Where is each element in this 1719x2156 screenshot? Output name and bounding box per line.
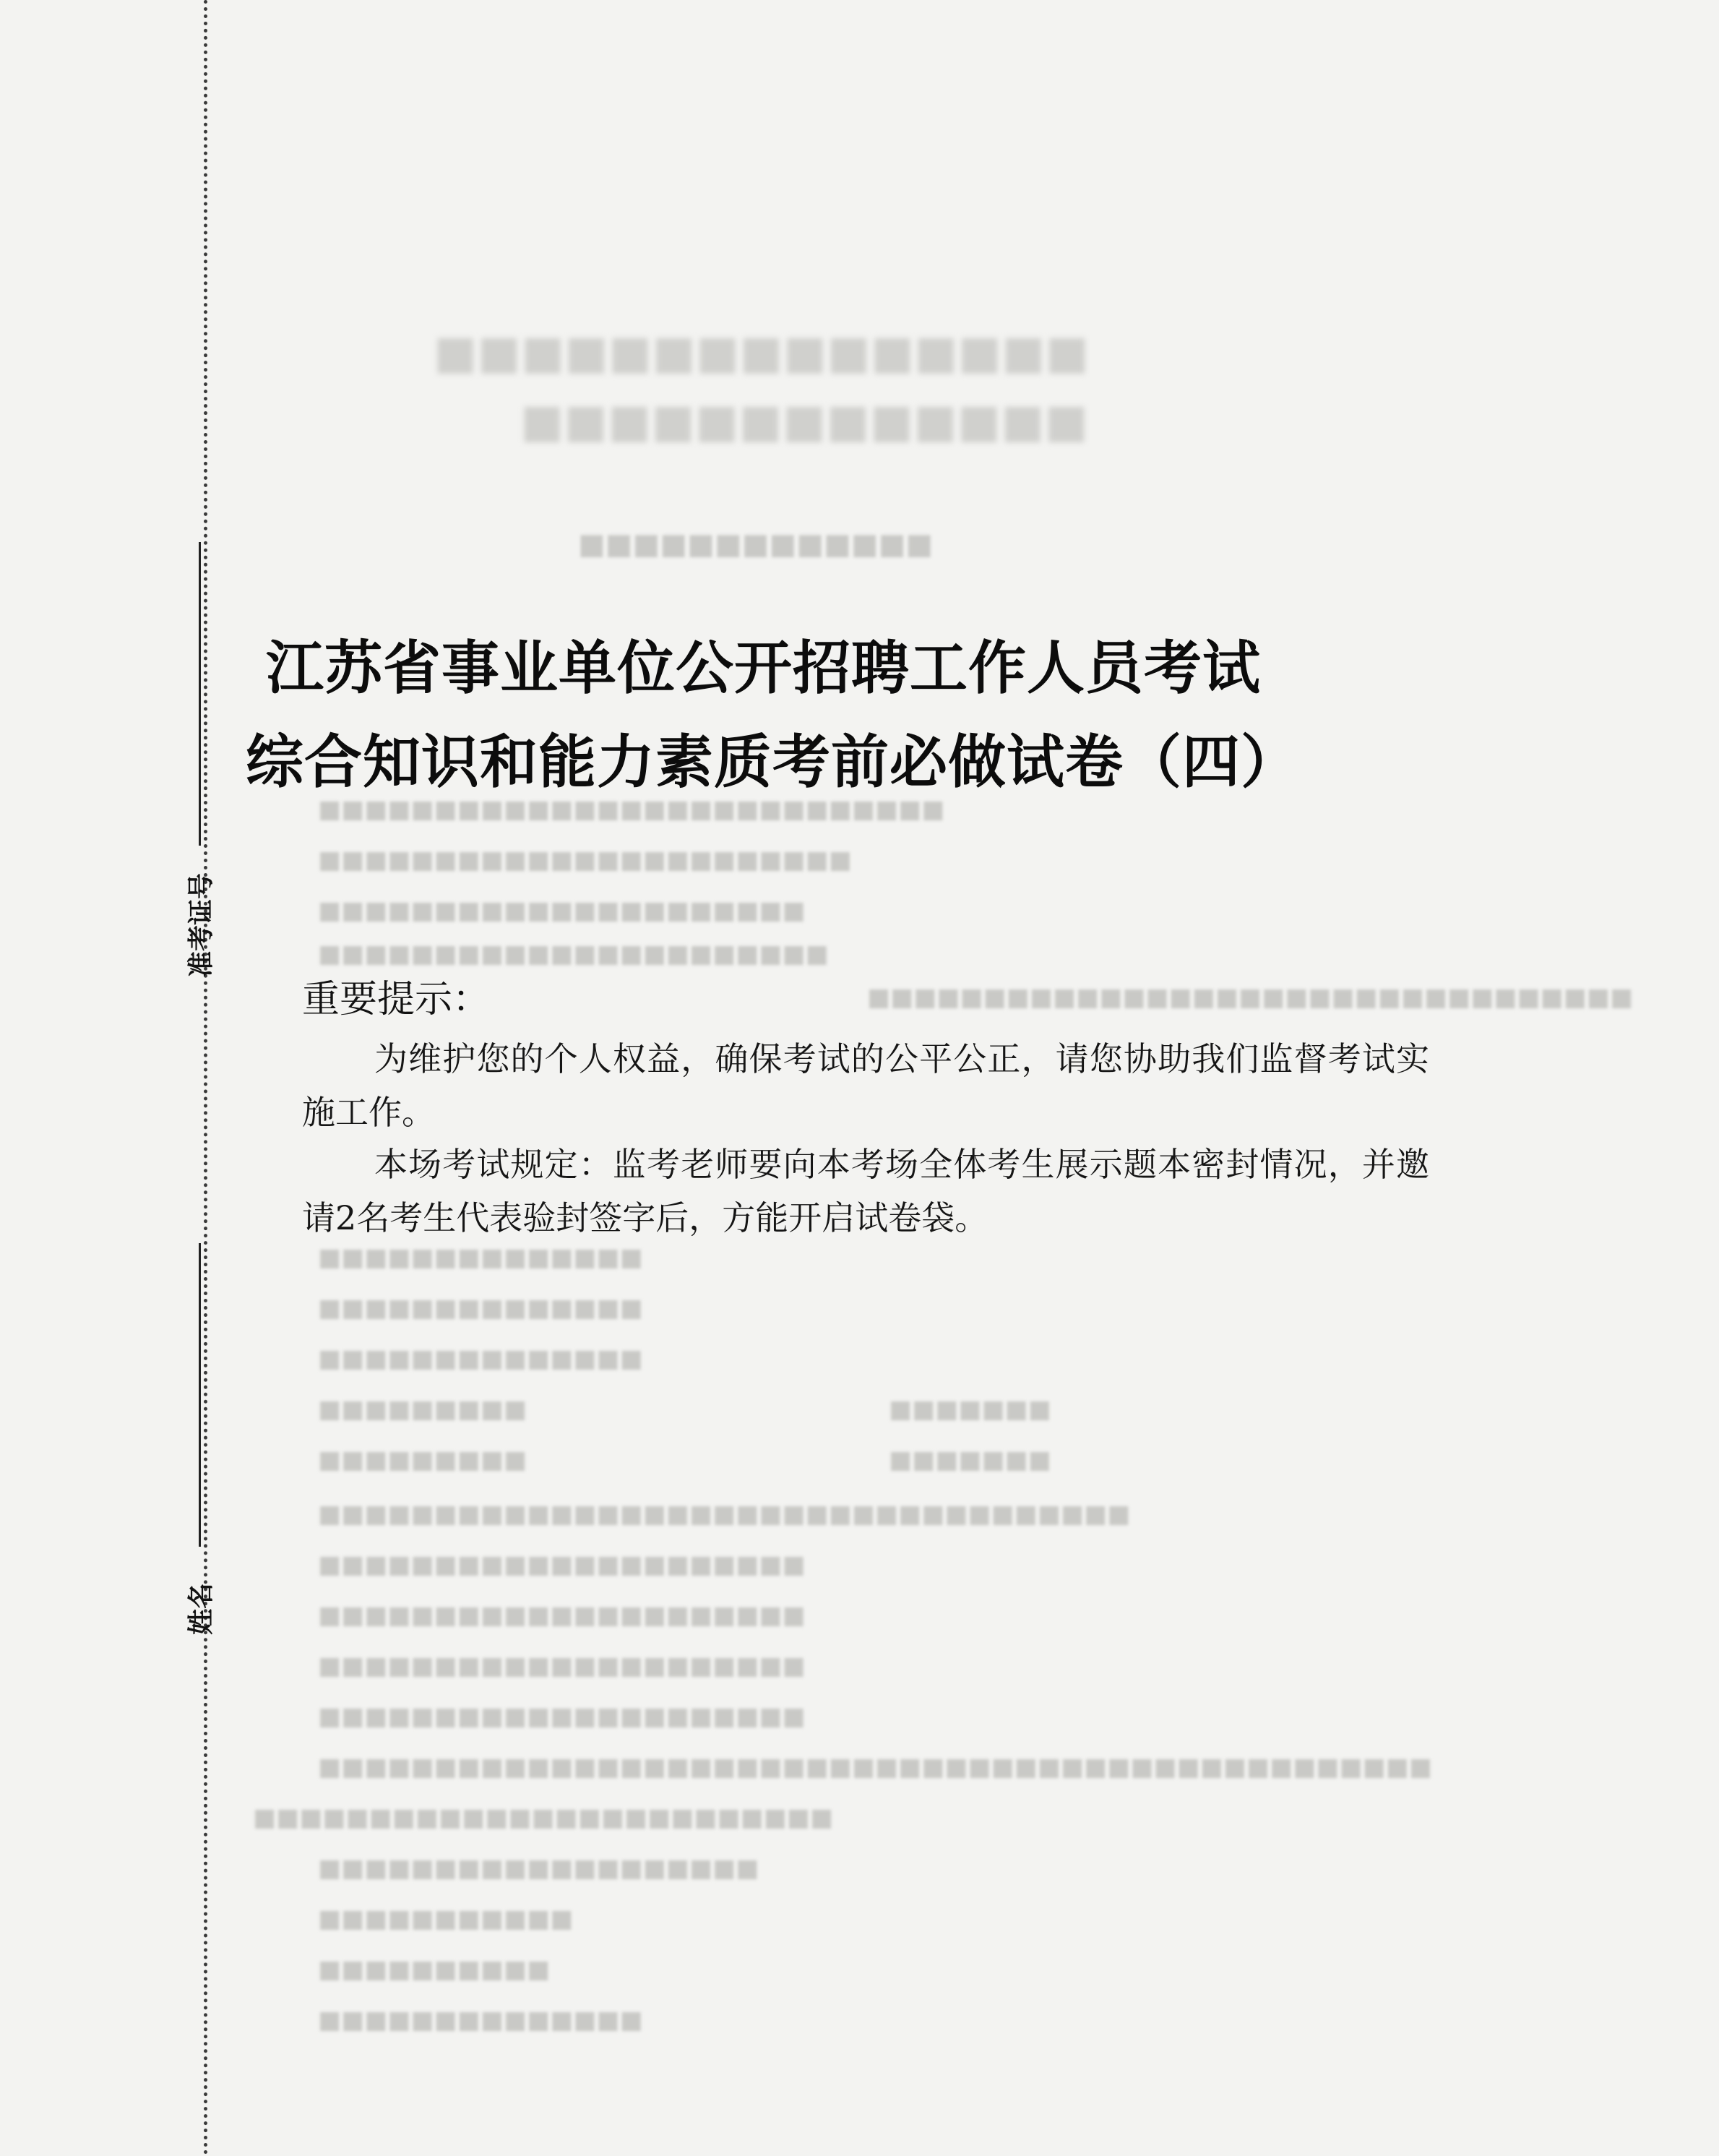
- admission-ticket-label: 准考证号: [186, 872, 216, 977]
- exam-title-line1: 江苏省事业单位公开招聘工作人员考试: [266, 635, 1261, 702]
- name-underline: [199, 1243, 201, 1547]
- notice-paragraph-2: 本场考试规定：监考老师要向本考场全体考生展示题本密封情况，并邀请2名考生代表验封签字后，方能开启试卷袋。: [302, 1145, 1429, 1237]
- admission-ticket-underline: [199, 542, 201, 846]
- notice-heading: 重要提示：: [302, 978, 491, 1021]
- exam-title-line2: 综合知识和能力素质考前必做试卷（四）: [246, 729, 1299, 796]
- notice-paragraph-1: 为维护您的个人权益，确保考试的公平公正，请您协助我们监督考试实施工作。: [302, 1039, 1429, 1132]
- binding-dotted-line: [204, 0, 207, 2156]
- name-label: 姓名: [186, 1582, 216, 1635]
